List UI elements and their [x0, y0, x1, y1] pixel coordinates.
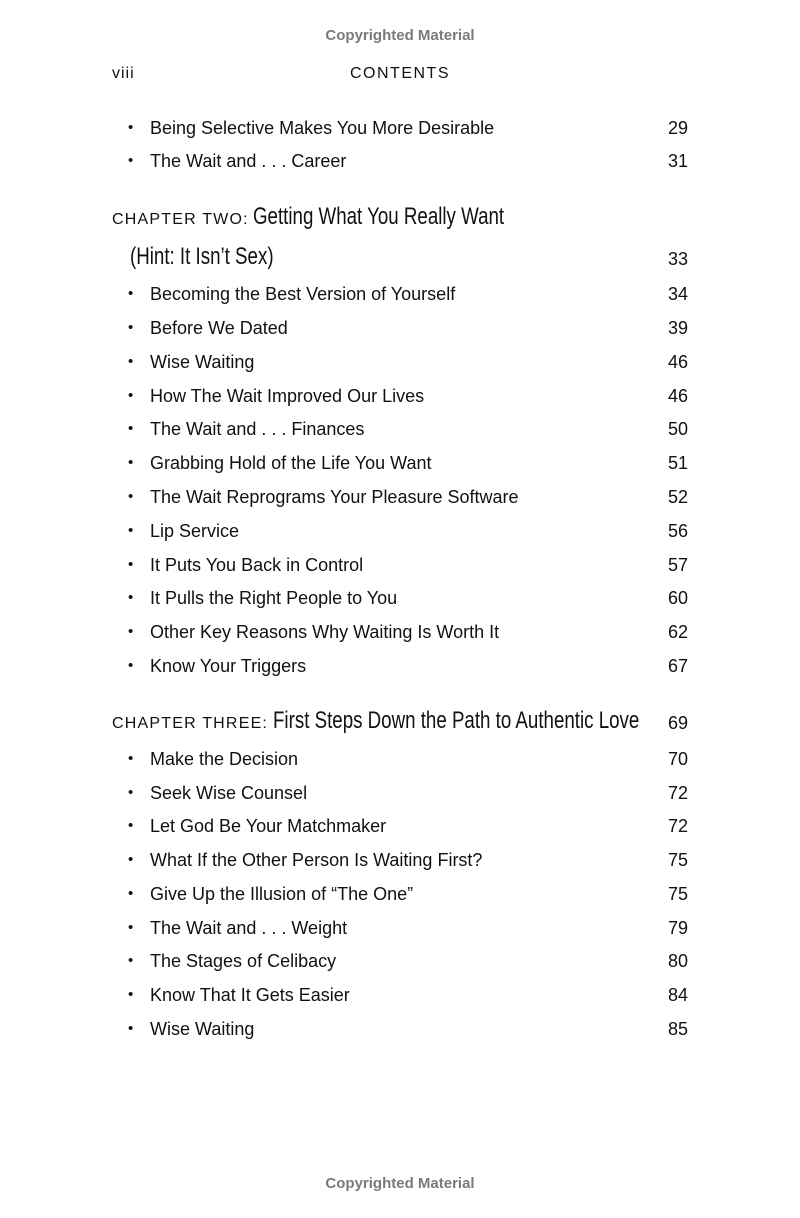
toc-entry-page: 72 — [667, 783, 688, 803]
bullet-icon: • — [128, 623, 134, 640]
toc-entry-page: 39 — [667, 318, 688, 338]
toc-entry[interactable] — [112, 848, 688, 872]
chapter-title-continued: (Hint: It Isn’t Sex) — [130, 243, 274, 270]
bullet-icon: • — [128, 387, 134, 404]
toc-entry[interactable] — [112, 983, 688, 1007]
toc-entry-title: Wise Waiting — [150, 352, 255, 372]
toc-entry-page: 34 — [667, 284, 688, 304]
toc-entry[interactable] — [112, 149, 688, 173]
toc-entry-page: 46 — [667, 352, 688, 372]
toc-entry-title: The Wait and . . . Career — [150, 151, 347, 171]
bullet-icon: • — [128, 784, 134, 801]
toc-entry-title: The Stages of Celibacy — [150, 951, 337, 971]
bullet-icon: • — [128, 986, 134, 1003]
bullet-icon: • — [128, 522, 134, 539]
running-head — [112, 65, 688, 85]
toc-entry-title: Seek Wise Counsel — [150, 783, 308, 803]
bullet-icon: • — [128, 488, 134, 505]
toc-entry[interactable] — [112, 620, 688, 644]
bullet-icon: • — [128, 454, 134, 471]
chapter-three-heading[interactable] — [112, 707, 688, 743]
toc-entry-title: Other Key Reasons Why Waiting Is Worth It — [150, 622, 500, 642]
chapter-two-heading[interactable] — [112, 203, 688, 283]
toc-entry-title: It Pulls the Right People to You — [150, 588, 398, 608]
toc-entry-page: 72 — [667, 816, 688, 836]
toc-entry-title: Let God Be Your Matchmaker — [150, 816, 387, 836]
toc-entry-page: 84 — [667, 985, 688, 1005]
toc-entry-title: Know That It Gets Easier — [150, 985, 350, 1005]
toc-entry-title: Wise Waiting — [150, 1019, 255, 1039]
toc-entry-title: Lip Service — [150, 521, 240, 541]
toc-entry-page: 29 — [667, 118, 688, 138]
toc-entry[interactable] — [112, 747, 688, 771]
toc-entry-title: Know Your Triggers — [150, 656, 307, 676]
toc-entry-page: 75 — [667, 884, 688, 904]
chapter-title: First Steps Down the Path to Authentic Love — [272, 707, 639, 734]
bullet-icon: • — [128, 657, 134, 674]
toc-entry[interactable] — [112, 451, 688, 475]
toc-entry-page: 67 — [667, 656, 688, 676]
toc-entry-title: The Wait and . . . Finances — [150, 419, 365, 439]
toc-entry-page: 31 — [667, 151, 688, 171]
toc-entry-page: 85 — [667, 1019, 688, 1039]
toc-entry-page: 52 — [667, 487, 688, 507]
bullet-icon: • — [128, 119, 134, 136]
toc-entry-page: 56 — [667, 521, 688, 541]
toc-entry-title: Grabbing Hold of the Life You Want — [150, 453, 432, 473]
toc-entry-title: It Puts You Back in Control — [150, 555, 364, 575]
toc-entry[interactable] — [112, 781, 688, 805]
chapter-label: CHAPTER TWO: — [112, 211, 249, 228]
chapter-page: 69 — [667, 713, 688, 733]
bullet-icon: • — [128, 885, 134, 902]
toc-entry-title: Becoming the Best Version of Yourself — [150, 284, 456, 304]
chapter-title: Getting What You Really Want — [253, 203, 505, 230]
toc-entry-title: Before We Dated — [150, 318, 288, 338]
page-folio: viii — [112, 65, 135, 82]
toc-entry-title: How The Wait Improved Our Lives — [150, 386, 425, 406]
page-title: CONTENTS — [350, 65, 450, 82]
toc-entry[interactable] — [112, 814, 688, 838]
toc-entry-page: 70 — [667, 749, 688, 769]
toc-entry[interactable] — [112, 282, 688, 306]
toc-entry-page: 79 — [667, 918, 688, 938]
bullet-icon: • — [128, 152, 134, 169]
toc-entry-title: The Wait and . . . Weight — [150, 918, 348, 938]
toc-entry[interactable] — [112, 384, 688, 408]
bullet-icon: • — [128, 750, 134, 767]
toc-entry[interactable] — [112, 519, 688, 543]
toc-entry-page: 62 — [667, 622, 688, 642]
bullet-icon: • — [128, 589, 134, 606]
toc-entry-page: 46 — [667, 386, 688, 406]
toc-entry-title: What If the Other Person Is Waiting First? — [150, 850, 483, 870]
bullet-icon: • — [128, 1020, 134, 1037]
copyright-watermark-top: Copyrighted Material — [325, 27, 475, 44]
toc-entry[interactable] — [112, 553, 688, 577]
toc-entry[interactable] — [112, 949, 688, 973]
toc-entry-page: 50 — [667, 419, 688, 439]
toc-entry-page: 75 — [667, 850, 688, 870]
toc-entry[interactable] — [112, 485, 688, 509]
toc-entry-page: 80 — [667, 951, 688, 971]
toc-entry-title: Give Up the Illusion of “The One” — [150, 884, 414, 904]
toc-entry-title: Make the Decision — [150, 749, 299, 769]
toc-entry[interactable] — [112, 882, 688, 906]
toc-entry[interactable] — [112, 116, 688, 140]
chapter-label: CHAPTER THREE: — [112, 715, 269, 732]
bullet-icon: • — [128, 285, 134, 302]
toc-entry[interactable] — [112, 316, 688, 340]
toc-entry-page: 60 — [667, 588, 688, 608]
chapter-page: 33 — [667, 249, 688, 269]
bullet-icon: • — [128, 919, 134, 936]
bullet-icon: • — [128, 353, 134, 370]
copyright-watermark-bottom: Copyrighted Material — [325, 1175, 475, 1192]
bullet-icon: • — [128, 952, 134, 969]
bullet-icon: • — [128, 319, 134, 336]
toc-entry[interactable] — [112, 654, 688, 678]
toc-entry[interactable] — [112, 586, 688, 610]
bullet-icon: • — [128, 420, 134, 437]
bullet-icon: • — [128, 556, 134, 573]
toc-entry-title: The Wait Reprograms Your Pleasure Software — [150, 487, 519, 507]
toc-entry-page: 51 — [667, 453, 688, 473]
toc-entry[interactable] — [112, 350, 688, 374]
toc-entry[interactable] — [112, 417, 688, 441]
toc-entry-title: Being Selective Makes You More Desirable — [150, 118, 495, 138]
bullet-icon: • — [128, 851, 134, 868]
toc-entry-page: 57 — [667, 555, 688, 575]
bullet-icon: • — [128, 817, 134, 834]
toc-entry[interactable] — [112, 1017, 688, 1041]
toc-entry[interactable] — [112, 916, 688, 940]
